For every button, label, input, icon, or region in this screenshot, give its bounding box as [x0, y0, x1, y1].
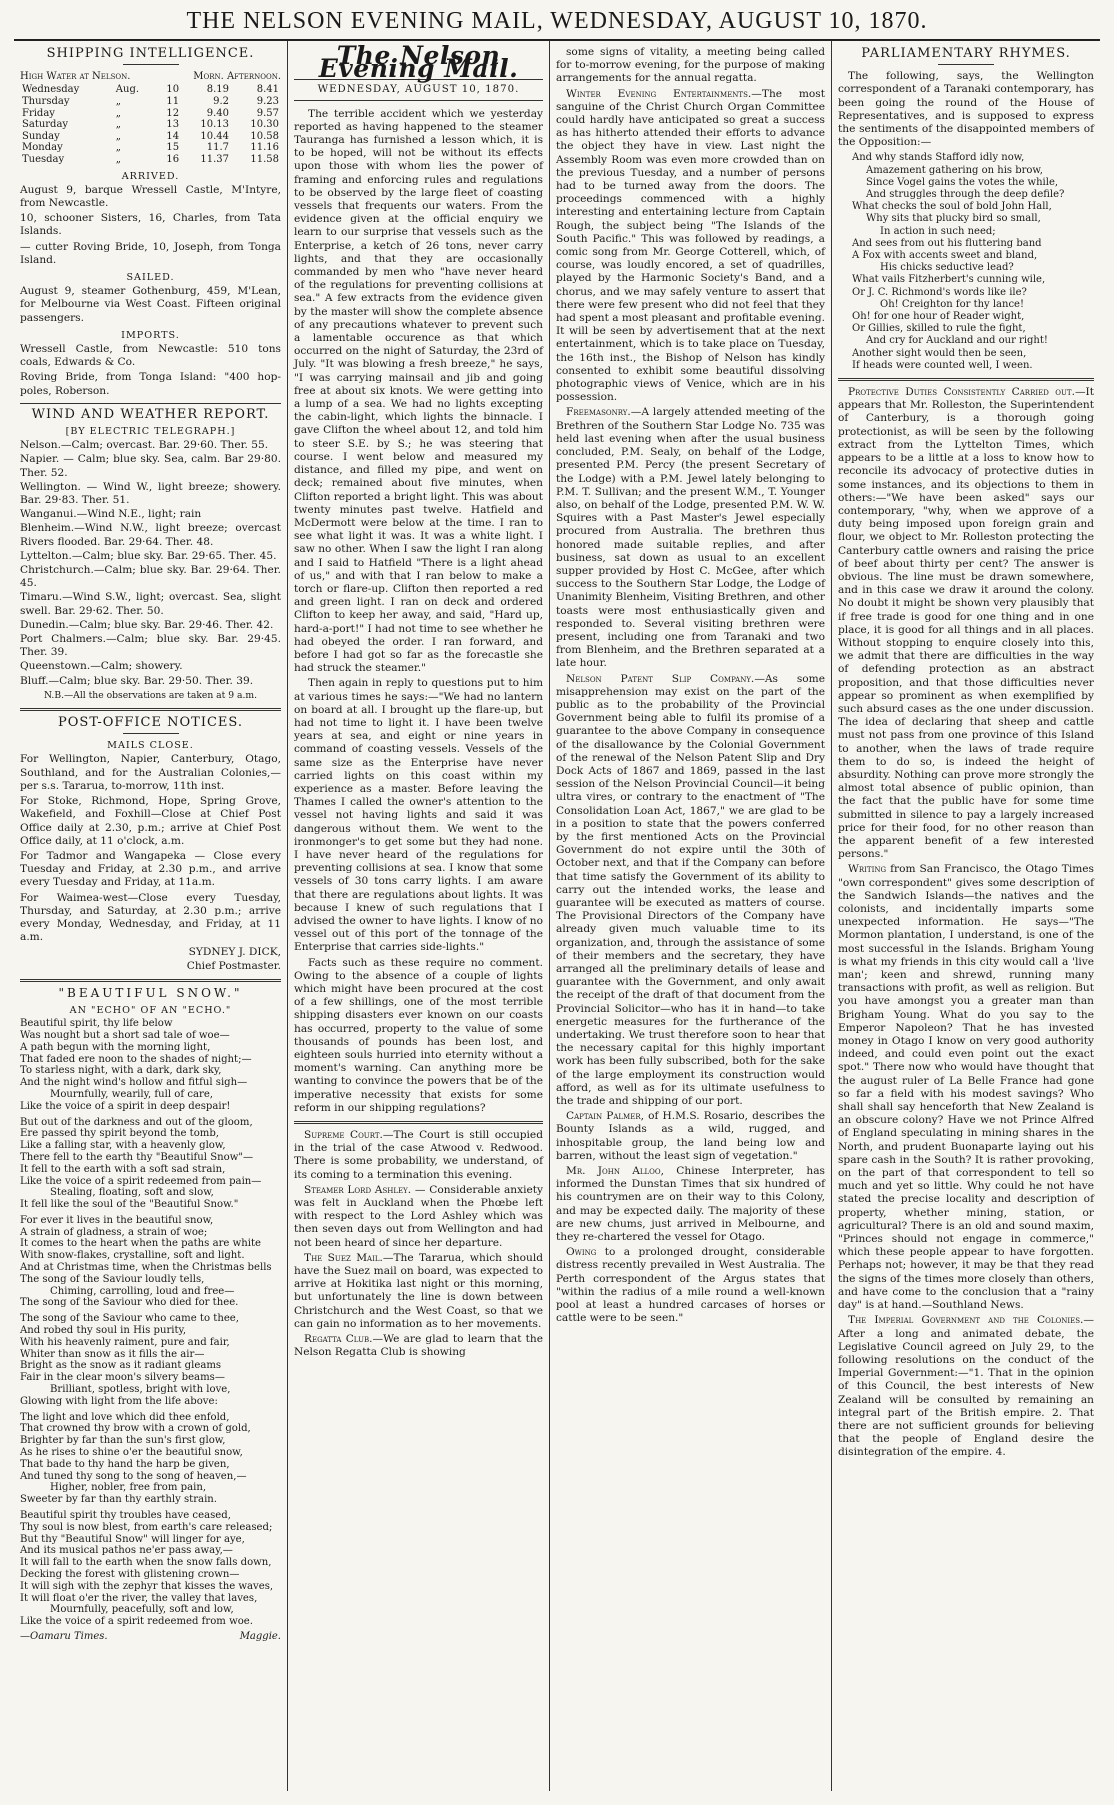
arrived-title: ARRIVED. [121, 170, 180, 182]
poem-line: Like the voice of a spirit redeemed from woe. [20, 1616, 253, 1628]
post-sub: MAILS CLOSE. [107, 740, 194, 752]
tide-cell: 13 [166, 119, 180, 131]
tide-cell: 10.13 [200, 119, 230, 131]
separator [938, 64, 994, 65]
news-item-text: —After a long and animated debate, the Legislative Council agreed on July 29, to the following resolutions on the conduct of the Imperial Government:—"1. That in the opinion of this Council, the best interests of New Zealand will be consulted by remaining an integral part of the British empire. 2. That there are not sufficient grounds for believing that the people of England desire the disintegration of the empire. 4. [838, 1314, 1094, 1459]
poem-line: That faded ere noon to the shades of night;— [20, 1053, 252, 1065]
poem-line: Glowing with light from the life above: [20, 1395, 218, 1407]
imports-title: IMPORTS. [121, 329, 180, 341]
news-item [838, 863, 1094, 1312]
news-item-heading: Regatta Club. [304, 1333, 373, 1346]
poem-line: Chiming, carrolling, loud and free— [50, 1285, 235, 1297]
poem-line: A path begun with the morning light, [20, 1041, 211, 1053]
verse-line: Another sight would then be seen, [852, 347, 1027, 359]
poem-line: With his heavenly raiment, pure and fair, [20, 1336, 230, 1348]
news-item-heading: Supreme Court. [304, 1129, 383, 1142]
news-items [556, 46, 825, 1326]
news-item-heading: Steamer Lord Ashley. [304, 1183, 412, 1196]
column-2 [288, 41, 550, 1791]
weather-entry: Wellington. — Wind W., light breeze; showery. Bar. 29·83. Ther. 51. [20, 480, 281, 507]
tide-columns: Morn. Afternoon. [193, 71, 281, 83]
poem-line: It comes to the heart when the paths are white [20, 1238, 261, 1250]
import-entry: Roving Bride, from Tonga Island: "400 hop-poles, Roberson. [20, 371, 281, 397]
news-item-text: Chinese Interpreter, has informed the Dunstan Times that six hundred of his countrymen are on their way to this Colony, and may be expected daily. The majority of these are new chums, just arrived in Melbourne, and they re-chartered the vessel for Otago. [556, 1165, 825, 1244]
tide-cell: Monday [22, 142, 63, 154]
poem-line: It will float o'er the river, the valley that laves, [20, 1592, 258, 1604]
weather-entry: Port Chalmers.—Calm; blue sky. Bar. 29·45. Ther. 39. [20, 633, 281, 659]
column-1 [14, 41, 288, 1791]
dateline: WEDNESDAY, AUGUST 10, 1870. [294, 79, 543, 100]
separator [123, 64, 179, 65]
tide-cell: 11.16 [250, 142, 279, 154]
poem-line: Stealing, floating, soft and slow, [50, 1187, 214, 1199]
verse-line: His chicks seductive lead? [880, 262, 1014, 274]
poem-line: Sweeter by far than thy earthly strain. [20, 1494, 218, 1506]
tide-row [20, 119, 281, 131]
poem-line: For ever it lives in the beautiful snow, [20, 1214, 214, 1226]
weather-entry: Napier. — Calm; blue sky. Sea, calm. Bar 29·80. Ther. 52. [20, 453, 281, 479]
tide-cell: 12 [166, 107, 180, 119]
verse-line: Since Vogel gains the votes the while, [866, 176, 1059, 188]
poem-line: And robed thy soul in His purity, [20, 1325, 187, 1337]
news-item-heading: Protective Duties Consistently Carried out. [848, 386, 1075, 399]
news-item-text: —The Tararua, which should have the Suez mail on board, was expected to arrive at Hokitika last night or this morning, but unfortunately the line is down between Christchurch and the West Coast, so that we can gain no information as to her movements. [294, 1251, 543, 1330]
news-item [556, 88, 825, 405]
tide-cell: Thursday [22, 96, 70, 107]
verse-line: Oh! Creighton for thy lance! [880, 298, 1024, 310]
poem-title: "BEAUTIFUL SNOW." [58, 985, 243, 1000]
news-item-text: —The Court is still occupied in the trial of the case Atwood v. Redwood. There is some probability, we understand, of its coming to a termination this evening. [294, 1129, 543, 1181]
weather-entry: Blenheim.—Wind N.W., light breeze; overcast Rivers flooded. Bar. 29·64. Ther. 48. [20, 522, 281, 548]
article-paragraph: Then again in reply to questions put to him at various times he says:—"We had no lantern on board at all. I brought up the flare-up, but had not time to light it. I have been twelve years at sea, and eight or nine years in command of coasting vessels. Vessels of the same size as the Enterprise have never carried lights on this coast within my experience as a master. Before leaving the Thames I called the owner's attention to the vessel not having lights and said it was dangerous without them. We went to the ironmonger's to get some but they had none. I have never heard of the regulations for preventing collisions at sea. I know that some vessels of 30 tons carry lights. I am aware that there are regulations about lights. It was because I knew of such regulations that I advised the owner to have lights. I know of no vessel out of this port of the tonnage of the Enterprise that carries side-lights." [294, 677, 543, 954]
poem-line: The light and love which did thee enfold, [20, 1411, 230, 1423]
tide-cell: 8.19 [206, 84, 230, 96]
verse-line: If heads were counted well, I ween. [852, 359, 1033, 371]
rhymes-intro: The following, says, the Wellington correspondent of a Taranaki contemporary, has been going the round of the House of Representatives, and is supposed to express the sentiments of the disappointed members of the Opposition:— [838, 70, 1094, 149]
news-item-heading: Nelson Patent Slip Company. [566, 672, 755, 685]
weather-sub: [BY ELECTRIC TELEGRAPH.] [65, 426, 236, 438]
weather-entry: Nelson.—Calm; overcast. Bar. 29·60. Ther. 55. [20, 439, 269, 452]
poem-line: Whiter than snow as it fills the air— [20, 1348, 205, 1360]
tide-cell: „ [115, 130, 121, 142]
verse-line: And why stands Stafford idly now, [852, 152, 1025, 164]
tide-cell: 9.23 [256, 96, 279, 107]
tide-header [20, 70, 281, 83]
weather-entry: Timaru.—Wind S.W., light; overcast. Sea, slight swell. Bar. 29·62. Ther. 50. [20, 591, 281, 617]
tide-cell: 9.57 [256, 107, 279, 119]
verse-line: Amazement gathering on his brow, [866, 164, 1043, 176]
poem-line: But out of the darkness and out of the gloom, [20, 1116, 253, 1128]
poem-body [20, 1018, 281, 1628]
tide-cell: 11 [166, 96, 180, 107]
tide-cell: 10 [166, 84, 180, 96]
news-item [556, 1246, 825, 1325]
verse-line: And sees from out his fluttering band [852, 237, 1042, 249]
news-item [556, 406, 825, 670]
tide-cell: 9.40 [206, 107, 230, 119]
news-item [556, 1110, 825, 1163]
post-signature-title: Chief Postmaster. [186, 959, 281, 972]
column-3 [550, 41, 832, 1791]
news-item-text: of H.M.S. Rosario, describes the Bounty Islands as a wild, rugged, and inhospitable group, the land being low and barren, without the least sign of vegetation." [556, 1110, 826, 1162]
poem-line: And its musical pathos ne'er pass away,— [20, 1545, 233, 1557]
news-item-text: —A largely attended meeting of the Brethren of the Southern Star Lodge No. 735 was held last evening when after the usual business concluded, P.M. Sealy, on behalf of the Lodge, presented P.M. Percy (the present Secretary of the Lodge) with a P.M. Jewel lately belonging to P.M. T. Sullivan; and the present W.M., T. Younger also, on behalf of the Lodge, presented P.M. W. W. Squires with a Past Master's Jewel especially procured from Australia. The brethren thus honored made suitable replies, and after business, sat down as usual to an excellent supper provided by Host C. McGee, after which success to the Southern Star Lodge, the Lodge of Unanimity Blenheim, Visiting Brethren, and other toasts were most enthusiastically given and responded to. Several visiting brethren were present, including one from Taranaki and two from Blenheim, and the Brethren separated at a late hour. [556, 406, 825, 670]
mail-notice: For Wellington, Napier, Canterbury, Otago, Southland, and for the Australian Colonies,— per s.s. Tararua, to-morrow, 11th inst. [20, 753, 281, 792]
arrival-entry: — cutter Roving Bride, 10, Joseph, from Tonga Island. [20, 240, 281, 266]
tide-cell: 14 [166, 130, 180, 142]
post-signature-name: SYDNEY J. DICK, [188, 946, 281, 959]
tide-cell: „ [115, 119, 121, 131]
news-item [294, 1252, 543, 1331]
mail-notice: For Tadmor and Wangapeka — Close every Tuesday and Friday, at 2.30 p.m., and arrive every Tuesday and Friday, at 11a.m. [20, 849, 281, 889]
weather-entry: Christchurch.—Calm; blue sky. Bar. 29·64. Ther. 45. [20, 564, 281, 590]
tide-cell: 9.2 [213, 96, 230, 107]
verse-line: Why sits that plucky bird so small, [866, 213, 1041, 225]
poem-line: That bade to thy hand the harp be given, [20, 1458, 230, 1470]
poem-line: Thy soul is now blest, from earth's care released; [20, 1521, 273, 1533]
news-items [294, 1129, 543, 1359]
poem-author: Maggie. [239, 1630, 281, 1642]
weather-entry: Queenstown.—Calm; showery. [20, 660, 183, 673]
poem-credits [20, 1630, 281, 1643]
arrival-entry: 10, schooner Sisters, 16, Charles, from Tata Islands. [20, 212, 281, 238]
tide-cell: 10.58 [250, 130, 279, 142]
poem-line: And at Christmas time, when the Christmas bells [20, 1262, 272, 1274]
tide-cell: „ [115, 107, 121, 119]
news-item-heading: Mr. John Alloo, [566, 1165, 665, 1178]
poem-line: Higher, nobler, free from pain, [50, 1482, 207, 1494]
poem-line: Beautiful spirit, thy life below [20, 1018, 173, 1030]
rhymes-verse [852, 152, 1094, 372]
tide-cell: 11.37 [200, 153, 230, 165]
poem-line: Was nought but a short sad tale of woe— [20, 1029, 230, 1041]
tide-cell: Sunday [22, 130, 60, 142]
news-item-heading: Captain Palmer, [566, 1110, 644, 1123]
verse-line: What vails Fitzherbert's cunning wile, [852, 274, 1046, 286]
tide-cell: 10.30 [250, 119, 279, 131]
weather-entry: Bluff.—Calm; blue sky. Bar. 29·50. Ther. 39. [20, 674, 254, 687]
poem-line: Decking the forest with glistening crown— [20, 1569, 240, 1580]
poem-line: To starless night, with a dark, dark sky, [20, 1065, 222, 1077]
sailing-entry: August 9, steamer Gothenburg, 459, M'Lean, for Melbourne via West Coast. Fifteen original passengers. [20, 285, 281, 324]
tide-cell: 10.44 [200, 130, 230, 142]
news-item [556, 1165, 825, 1244]
poem-line: The song of the Saviour who came to thee, [20, 1313, 239, 1325]
poem-line: Like a falling star, with a heavenly glow, [20, 1140, 226, 1152]
poem-line: Like the voice of a spirit in deep despair! [20, 1100, 231, 1112]
weather-entry: Lyttelton.—Calm; blue sky. Bar. 29·65. Ther. 45. [20, 549, 277, 562]
tide-cell: 8.41 [256, 84, 279, 96]
tide-cell: Saturday [22, 119, 69, 131]
masthead: THE NELSON EVENING MAIL, WEDNESDAY, AUGUST 10, 1870. [14, 6, 1100, 41]
weather-entry: Wanganui.—Wind N.E., light; rain [20, 508, 202, 521]
news-item [556, 673, 825, 1109]
poem-line: Mournfully, peacefully, soft and low, [50, 1604, 234, 1616]
mail-notice: For Waimea-west—Close every Tuesday, Thursday, and Saturday, at 2.30 p.m.; arrive every Monday, Wednesday, and Friday, at 11 a.m. [20, 891, 281, 944]
verse-line: A Fox with accents sweet and bland, [852, 250, 1038, 262]
news-item-text: from San Francisco, the Otago Times "own correspondent" gives some description of the Sandwich Islands—the natives and the colonists, and incidentally imparts some unexpected information. He says—"The Mormon plantation, I understand, is one of the most successful in the Islands. Brigham Young is what my friends in this city would call a 'live man'; keen and shrewd, running many transactions with profit, as well as religion. But you have amongst you a greater man than Brigham Young. What do you say to the Emperor Napoleon? That he has invested money in Otago I know on very good authority indeed, and could even point out the exact spot." There now who would have thought that the august ruler of La Belle France had gone so far a field with his modest savings? Who shall shall say henceforth that New Zealand is an obscure colony? Have we not Prince Alfred of England speculating in mining shares in the North, and prudent Buonaparte laying out his spare cash in the South? It is rather provoking, on the part of that correspondent to tell so much and yet so little. Why could he not have stated the precise locality and description of property, whether mining, station, or agricultural? There is an old and sound maxim, "Princes should not engage in commerce," which these people appear to have forgotten. Perhaps not; however, it may be that they read the signs of the times more closely than others, and have come to the conclusion that a "rainy day" is at hand.—Southland News. [838, 863, 1094, 1312]
news-item-text: —We are glad to learn that the Nelson Regatta Club is showing [294, 1333, 543, 1359]
poem-line: That crowned thy brow with a crown of gold, [20, 1423, 251, 1435]
arrival-entry: August 9, barque Wressell Castle, M'Intyre, from Newcastle. [20, 183, 281, 209]
poem-line: There fell to the earth thy "Beautiful Snow"— [20, 1151, 254, 1163]
news-item [294, 1333, 543, 1359]
verse-line: Or Gillies, skilled to rule the fight, [852, 323, 1026, 335]
poem-line: Ere passed thy spirit beyond the tomb, [20, 1128, 220, 1140]
poem-line: The song of the Saviour loudly tells, [20, 1273, 205, 1285]
tide-cell: „ [115, 96, 121, 107]
verse-line: And struggles through the deep defile? [866, 189, 1065, 201]
poem-line: Like the voice of a spirit redeemed from pain— [20, 1175, 262, 1187]
tide-row [20, 108, 281, 120]
rhymes-title: PARLIAMENTARY RHYMES. [861, 46, 1071, 61]
tide-row [20, 142, 281, 154]
verse-line: Or J. C. Richmond's words like ile? [852, 286, 1027, 298]
verse-line: In action in such need; [880, 225, 996, 237]
news-item-text: to a prolonged drought, considerable distress recently prevailed in West Australia. The Perth correspondent of the Argus states that "within the radius of a mile round a well-known pool at least a hundred carcases of horses or cattle were to be seen." [556, 1246, 825, 1325]
news-item-text: — Considerable anxiety was felt in Auckland when the Phœbe left with respect to the Lord Ashley which was then seven days out from Wellington and had not been heard of since her departure. [294, 1183, 543, 1249]
poem-line: Fair in the clear moon's silvery beams— [20, 1372, 225, 1384]
tide-row [20, 96, 281, 108]
poem-line: It will sigh with the zephyr that kisses the waves, [20, 1580, 274, 1592]
news-item-heading: Winter Evening Entertainments. [566, 87, 752, 100]
poem-line: A strain of gladness, a strain of woe; [20, 1226, 208, 1238]
poem-line: As he rises to shine o'er the beautiful snow, [20, 1447, 243, 1459]
news-item [294, 1129, 543, 1182]
tide-row [20, 84, 281, 96]
news-item-text: —It appears that Mr. Rolleston, the Superintendent of Canterbury, is a thorough going protectionist, as will be seen by the following extract from the Lyttelton Times, which appears to be a little at a loss to know how to reconcile its advocacy of protective duties in some instances, and its objections to them in others:—"We have been asked" says our contemporary, "why, when we approve of a duty being imposed upon foreign grain and flour, we object to Mr. Rolleston protecting the Canterbury cattle owners and raising the price of beef about thirty per cent? The answer is obvious. The line must be drawn somewhere, and in this case we draw it around the colony. No doubt it might be shown very plausibly that if free trade is good for one thing and in one place, it is good for all things and in all places. Without stopping to enquire closely into this, we admit that there are difficulties in the way of defending protection as an abstract proposition, and that those difficulties never appear so prominent as when exemplified by such absurd cases as the one under discussion. The idea of declaring that sheep and cattle must not pass from one province of this Island to another, when the laws of trade require them to do so, is indeed the height of absurdity. Nothing can prove more strongly the almost total absence of public opinion, than the fact that the public have for some time submitted in silence to pay a largely increased price for their food, for no other reason than the apparent benefit of a few interested persons." [838, 386, 1094, 861]
poem-line: And tuned thy song to the song of heaven,— [20, 1470, 247, 1482]
poem-line: Mournfully, wearily, full of care, [50, 1088, 214, 1100]
poem-line: Bright as the snow as it radiant gleams [20, 1360, 222, 1372]
tide-row [20, 131, 281, 143]
poem-line: And the night wind's hollow and fitful sigh— [20, 1077, 248, 1089]
news-item-text: —The most sanguine of the Christ Church Organ Committee could hardly have anticipated so great a success as has hitherto attended their efforts to advance the object they have in view. Last night the Assembly Room was even more crowded than on the previous Tuesday, and a number of persons had to be turned away from the doors. The proceedings commenced with a highly interesting and entertaining lecture from Captain Rough, the subject being "The Islands of the South Pacific." This was followed by readings, a comic song from Mr. George Cotterell, which, of course, was loudly encored, a set of quadrilles, played by the Harmonic Society's Band, and a chorus, and we may safely venture to assert that there were few present who did not feel that they had spent a most pleasant and profitable evening. It will be seen by advertisement that at the next entertainment, which is to take place on Tuesday, the 16th inst., the Bishop of Nelson has kindly consented to exhibit some beautiful dissolving photographic views of Venice, which are in his possession. [556, 87, 826, 404]
news-item-heading: Writing [848, 863, 887, 876]
poem-line: It will fall to the earth when the snow falls down, [20, 1557, 272, 1569]
article-paragraph: Facts such as these require no comment. Owing to the absence of a couple of lights which might have been procured at the cost of a few shillings, one of the most terrible shipping disasters ever known on our coasts has occurred, property to the value of some thousands of pounds has been lost, and eighteen souls hurried into eternity without a moment's warning. Can anything more be wanting to convince the powers that be of the imperative necessity that exists for some reform in our shipping regulations? [294, 956, 543, 1114]
poem-line: Beautiful spirit thy troubles have ceased, [20, 1510, 231, 1522]
lead-article [294, 108, 543, 1115]
verse-line: Oh! for one hour of Reader wight, [852, 311, 1025, 323]
poem-line: It fell to the earth with a soft sad strain, [20, 1163, 226, 1175]
tide-cell: Wednesday [22, 84, 80, 96]
poem-subtitle: AN "ECHO" OF AN "ECHO." [69, 1004, 232, 1016]
tide-cell: „ [115, 153, 121, 165]
post-title: POST-OFFICE NOTICES. [58, 715, 243, 731]
weather-entry: Dunedin.—Calm; blue sky. Bar. 29·46. Ther. 42. [20, 618, 274, 631]
news-item-text: some signs of vitality, a meeting being called for to-morrow evening, for the purpose of making arrangements for the annual regatta. [556, 46, 825, 85]
tide-cell: „ [115, 142, 121, 154]
tide-cell: 11.7 [206, 142, 230, 154]
tide-cell: 16 [166, 153, 180, 165]
verse-line: And cry for Auckland and our right! [866, 335, 1048, 347]
news-items [838, 386, 1094, 1459]
weather-title: WIND AND WEATHER REPORT. [31, 406, 270, 422]
tide-cell: 15 [166, 142, 180, 154]
tide-cell: Tuesday [22, 153, 65, 165]
sailed-title: SAILED. [126, 271, 175, 283]
news-item [556, 46, 825, 86]
poem-line: Brilliant, spotless, bright with love, [50, 1384, 231, 1396]
news-item [838, 1314, 1094, 1459]
tide-cell: 11.58 [250, 153, 279, 165]
news-item-heading: The Imperial Government and the Colonies. [848, 1314, 1084, 1327]
poem-line: It fell like the soul of the "Beautiful Snow." [20, 1199, 239, 1211]
news-item-heading: Owing [566, 1246, 597, 1259]
tide-table [20, 84, 281, 165]
separator [123, 733, 179, 734]
tide-cell: Friday [22, 107, 55, 119]
column-4 [832, 41, 1100, 1791]
tide-row [20, 154, 281, 166]
article-paragraph: The terrible accident which we yesterday reported as having happened to the steamer Tauranga has furnished a lesson which, it is to be hoped, will not be without its effects upon those with whom lies the power of framing and enforcing rules and regulations to be observed by the large fleet of coasting vessels that frequents our waters. From the evidence given at the official enquiry we learn to our surprise that vessels such as the Enterprise, a ketch of 26 tons, never carry lights, and that they are occasionally commanded by men who "have never heard of the regulations for preventing collisions at sea." A few extracts from the evidence given by the master will show the complete absence of any precautions whatever to prevent such a lamentable occurence as that which occurred on the night of Saturday, the 23rd of July. "It was blowing a fresh breeze," he says, "I was carrying mainsail and jib and going free at about six knots. We were getting into a lump of a sea. We had no lights excepting the cabin-light, which lights the binnacle. I gave Clifton the wheel about 12, and told him to steer S.E. by S.; he was steering that course. I went below and measured my distance, and filled my pipe, and went on deck; remained about five minutes, when Clifton reported a bright light. This was about twenty minutes past twelve. Hatfield and McDermott were below at the time. I ran to see what light it was. It was a white light. I saw no other. When I saw the light I ran along and I said to Hatfield "There is a light ahead of us," and with that I ran below to make a torch or flare-up. Clifton then reported a red and green light. I ran on deck and ordered Clifton to keep her away, and said, "Hard up, hard-a-port!" I had not time to see whether he had obeyed the order. I ran forward, and before I had got so far as the forecastle she had struck the steamer." [294, 107, 543, 675]
tide-label: High Water at Nelson. [20, 71, 131, 83]
shipping-title: SHIPPING INTELLIGENCE. [46, 46, 255, 61]
news-item-heading: The Suez Mail. [304, 1251, 383, 1264]
news-item-heading: Freemasonry. [566, 406, 631, 419]
poem-line: But thy "Beautiful Snow" will linger for aye, [20, 1533, 245, 1545]
import-entry: Wressell Castle, from Newcastle: 510 tons coals, Edwards & Co. [20, 343, 281, 369]
weather-note: N.B.—All the observations are taken at 9 a.m. [43, 689, 258, 701]
news-item [294, 1184, 543, 1250]
tide-cell: Aug. [115, 84, 140, 96]
poem-source: —Oamaru Times. [20, 1630, 108, 1642]
poem-line: With snow-flakes, crystalline, soft and light. [20, 1250, 245, 1262]
paper-title: The Nelson Evening Mail. [318, 41, 519, 84]
verse-line: What checks the soul of bold John Hall, [852, 201, 1052, 213]
poem-line: Brighter by far than the sun's first glow, [20, 1435, 226, 1447]
poem-line: The song of the Saviour who died for thee. [20, 1297, 239, 1309]
mail-notice: For Stoke, Richmond, Hope, Spring Grove, Wakefield, and Foxhill—Close at Chief Post Office daily at 2.30, p.m.; arrive at Chief Post Office daily, at 11 o'clock, a.m. [20, 795, 281, 847]
news-item [838, 386, 1094, 861]
news-item-text: —As some misapprehension may exist on the part of the public as to the probability of the Provincial Government being able to fulfil its promise of a guarantee to the above Company in consequence of the disallowance by the Colonial Government of the renewal of the Nelson Patent Slip and Dry Dock Acts of 1867 and 1869, passed in the last session of the Nelson Provincial Council—it being ultra vires, or contrary to the enactment of "The Consolidation Loan Act, 1867," we are glad to be in a position to state that the powers conferred by the first mentioned Acts on the Provincial Government do not expire until the 30th of October next, and that if the Company can before that time satisfy the Government of its ability to carry out the intended works, the lease and guarantee will be executed as matters of course. The Provisional Directors of the Company have already given much valuable time to its organization, and, through the assistance of some of their members and the secretary, they have arranged all the preliminary details of lease and guarantee with the Government, and only await the receipt of the draft of that document from the Provincial Solicitor—who has it in hand—to take energetic measures for the furtherance of the undertaking. We trust therefore soon to hear that the necessary capital for this highly important work has been fully subscribed, both for the sake of the large employment its construction would afford, as well as for its ultimate usefulness to the trade and shipping of our port. [556, 672, 825, 1108]
